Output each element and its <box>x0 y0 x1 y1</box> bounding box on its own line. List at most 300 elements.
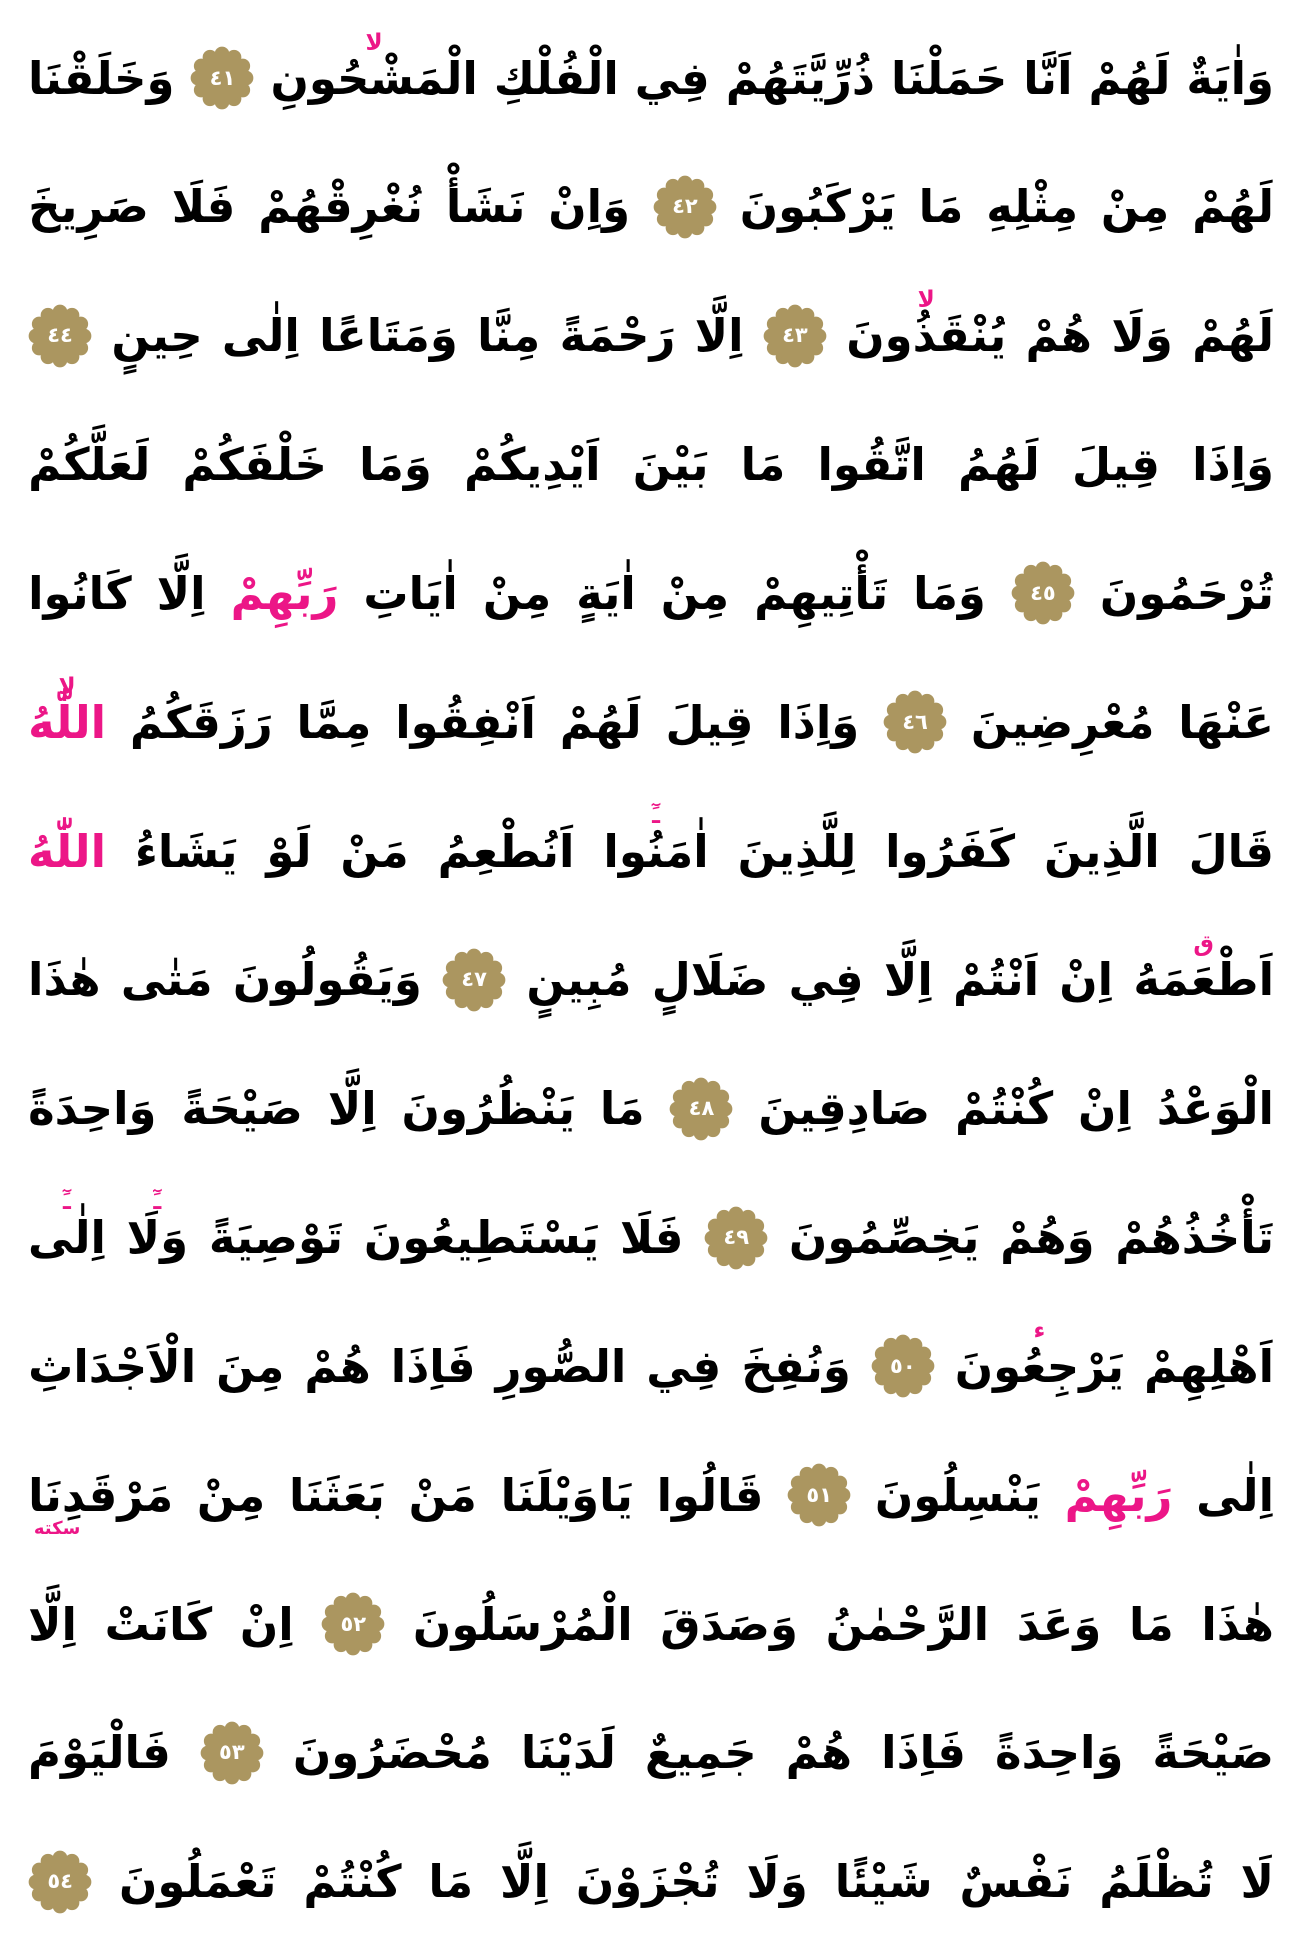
waqf-mark: سكته <box>33 1517 81 1539</box>
quran-word: اِلٰى <box>28 1211 106 1265</box>
quran-word-group <box>181 1082 303 1135</box>
verse-marker <box>704 1206 768 1270</box>
mushaf-line <box>28 918 1274 1042</box>
quran-word-group <box>657 1469 764 1522</box>
quran-word-group <box>826 1598 989 1651</box>
quran-word: رَحْمَةً <box>559 309 676 363</box>
quran-word-group <box>28 1189 106 1265</box>
quran-word: مُبِينٍ <box>526 953 632 1007</box>
mushaf-line <box>28 16 1274 140</box>
quran-word: يَشَاءُ <box>134 824 238 878</box>
quran-word: وَاِذَا <box>777 695 860 749</box>
quran-word-group <box>646 1340 721 1393</box>
quran-word-group <box>777 696 859 749</box>
quran-word-group <box>953 953 1039 1006</box>
waqf-mark: ـَٓ <box>153 1189 162 1216</box>
quran-word-group <box>1044 825 1160 878</box>
quran-word: لَعَلَّكُمْ <box>28 438 151 492</box>
quran-word: يَرْجِعُونَ <box>954 1339 1125 1393</box>
quran-word-group <box>995 1726 1123 1779</box>
quran-word: كُنْتُمْ <box>303 1855 402 1909</box>
waqf-mark: ـَٓ <box>652 802 660 829</box>
quran-word-group <box>446 180 526 233</box>
verse-marker <box>653 175 717 239</box>
quran-word-group <box>121 953 213 1006</box>
quran-word: مُحْضَرُونَ <box>292 1726 492 1780</box>
quran-word-group <box>1017 1598 1102 1651</box>
quran-word: مَا <box>599 1082 645 1136</box>
quran-word-group <box>1192 180 1274 233</box>
quran-word-group <box>645 1726 757 1779</box>
quran-word-group <box>1115 1211 1274 1264</box>
mushaf-line <box>28 1304 1274 1428</box>
quran-word: فَاِذَا <box>390 1339 476 1393</box>
quran-word: يَسْتَطِيعُونَ <box>363 1211 600 1265</box>
quran-word-group <box>28 1082 156 1135</box>
mushaf-line <box>28 1820 1274 1944</box>
quran-word: الْاَجْدَاثِ <box>28 1339 197 1393</box>
quran-word: اِلَّا <box>327 1082 377 1136</box>
quran-word: مِنْ <box>196 1468 266 1522</box>
quran-word-group <box>1072 438 1160 491</box>
quran-word: هُمْ <box>785 1726 853 1780</box>
quran-word-group <box>197 1469 265 1522</box>
quran-word: كَانُوا <box>28 566 132 620</box>
verse-marker <box>190 46 254 110</box>
quran-word-group <box>817 438 925 491</box>
quran-word: اَنُطْعِمُ <box>437 824 575 878</box>
quran-word: وَاٰيَةٌ <box>1186 51 1274 105</box>
quran-word: مَنْ <box>340 824 409 878</box>
waqf-mark: ق <box>1193 931 1214 958</box>
quran-word: اَنْتُمْ <box>953 953 1040 1007</box>
quran-word-group <box>1144 1340 1274 1393</box>
quran-word: صَيْحَةً <box>181 1082 303 1136</box>
quran-word-group <box>413 1598 633 1651</box>
quran-word-group <box>560 696 642 749</box>
quran-word-group <box>28 52 174 105</box>
quran-word: صَيْحَةً <box>1152 1726 1274 1780</box>
quran-word-group <box>1192 309 1274 362</box>
mushaf-line <box>28 145 1274 269</box>
quran-word: قِيلَ <box>665 695 754 749</box>
quran-word-group <box>738 825 857 878</box>
quran-word: اِنْ <box>239 1597 294 1651</box>
quran-word: كُنْتُمْ <box>954 1082 1054 1136</box>
quran-word-group <box>741 438 786 491</box>
quran-word: يَاوَيْلَنَا <box>500 1468 633 1522</box>
verse-number: ٥٣ <box>219 1740 245 1765</box>
quran-word: تَعْمَلُونَ <box>119 1855 277 1909</box>
quran-word-highlighted: رَبِّهِمْ <box>230 566 339 620</box>
quran-word: عَنْهَا <box>1178 695 1274 749</box>
quran-word: اِنْ <box>1059 953 1114 1007</box>
quran-word-group <box>28 1340 196 1393</box>
quran-word: مِنَ <box>216 1339 285 1393</box>
quran-word-group <box>28 825 106 878</box>
quran-word: اِلٰى <box>1196 1468 1274 1522</box>
quran-word: اَهْلِهِمْ <box>1144 1339 1274 1393</box>
quran-word: مُعْرِضِينَ <box>970 695 1155 749</box>
quran-word-group <box>258 180 423 233</box>
quran-word-group <box>954 1317 1125 1393</box>
mushaf-line <box>28 660 1274 784</box>
quran-word: هُمْ <box>1025 309 1093 363</box>
quran-word-group <box>576 1855 720 1908</box>
quran-word: وَهُمْ <box>1000 1211 1095 1265</box>
quran-word: اِلَّا <box>156 566 206 620</box>
quran-word-group <box>391 1340 476 1393</box>
quran-word: يَنْظُرُونَ <box>401 1082 576 1136</box>
quran-word: نُغْرِقْهُمْ <box>258 180 423 234</box>
quran-word-group <box>28 1468 174 1539</box>
quran-word-group <box>959 1855 1072 1908</box>
quran-word-group <box>28 673 107 749</box>
quran-word-group <box>885 825 1015 878</box>
waqf-mark: ـَٓ <box>63 1189 71 1216</box>
verse-number: ٤٨ <box>688 1096 715 1121</box>
verse-marker <box>200 1721 264 1785</box>
quran-word-group <box>1026 309 1093 362</box>
quran-word: شَيْئًا <box>834 1855 933 1909</box>
quran-word: فَالْيَوْمَ <box>28 1726 171 1780</box>
quran-word-group <box>402 1082 575 1135</box>
mushaf-line <box>28 789 1274 913</box>
quran-word: وَخَلَقْنَا <box>28 51 175 105</box>
quran-word-group <box>28 567 132 620</box>
quran-word-group <box>438 825 575 878</box>
quran-word-group <box>304 1340 371 1393</box>
verse-marker <box>28 304 92 368</box>
quran-word: قِيلَ <box>1071 438 1160 492</box>
quran-word: اَيْدِيكُمْ <box>463 438 601 492</box>
quran-word-group <box>526 953 631 1006</box>
quran-word: قَالُوا <box>656 1468 764 1522</box>
quran-word: اِلَّا <box>500 1855 549 1909</box>
quran-word-group <box>652 953 769 1006</box>
verse-marker <box>1011 561 1075 625</box>
quran-word: اِلٰى <box>221 309 300 363</box>
verse-marker <box>871 1334 935 1398</box>
quran-word: وَصَدَقَ <box>660 1597 798 1651</box>
quran-word: لَهُمْ <box>1192 309 1274 363</box>
quran-word-group <box>600 1082 645 1135</box>
quran-word-group <box>231 567 339 620</box>
quran-word: مِمَّا <box>296 695 372 749</box>
quran-word-group <box>209 1211 343 1264</box>
quran-word: اَطْعَمَهُ <box>1133 953 1274 1007</box>
quran-word: قَالَ <box>1188 824 1274 878</box>
quran-word: مِنْ <box>482 566 552 620</box>
quran-word: مَا <box>740 438 786 492</box>
quran-word: حِينٍ <box>111 309 203 363</box>
quran-word-group <box>971 696 1155 749</box>
quran-word: صَادِقِينَ <box>758 1082 931 1136</box>
quran-word: نَشَأْ <box>445 180 526 234</box>
quran-word-group <box>28 438 150 491</box>
verse-marker <box>787 1463 851 1527</box>
quran-word: تَأْتِيهِمْ <box>754 566 889 620</box>
quran-word-group <box>789 1211 979 1264</box>
quran-word: مِثْلِهِ <box>986 180 1079 234</box>
verse-number: ٤٧ <box>461 967 487 992</box>
quran-word: خَلْفَكُمْ <box>182 438 327 492</box>
quran-word-group <box>1099 1855 1213 1908</box>
quran-word-group <box>1133 931 1274 1007</box>
quran-word-group <box>483 567 551 620</box>
quran-word-group <box>157 567 206 620</box>
quran-word-group <box>319 309 458 362</box>
quran-word: مِنْ <box>1100 180 1170 234</box>
quran-word-group <box>695 309 744 362</box>
quran-word: اِلَّا <box>883 953 933 1007</box>
quran-word-group <box>1186 52 1274 105</box>
quran-word: نَفْسٌ <box>959 1855 1073 1909</box>
quran-word: اَنْفِقُوا <box>395 695 536 749</box>
quran-word: لَوْ <box>266 824 312 878</box>
quran-word: الرَّحْمٰنُ <box>825 1597 990 1651</box>
quran-word: حَمَلْنَا <box>891 51 1008 105</box>
quran-word-group <box>289 1469 385 1522</box>
quran-word-group <box>881 1726 966 1779</box>
quran-word: يُنْقَذُونَ <box>846 309 1007 363</box>
quran-word-group <box>340 825 408 878</box>
quran-word-group <box>1192 438 1274 491</box>
quran-word-group <box>222 309 300 362</box>
quran-word: مِنَّا <box>477 309 541 363</box>
verse-number: ٥٢ <box>340 1611 367 1636</box>
quran-word-group <box>328 1082 377 1135</box>
quran-word: لِلَّذِينَ <box>737 824 857 878</box>
verse-marker <box>442 948 506 1012</box>
quran-word-group <box>746 1855 807 1908</box>
quran-word-group <box>958 438 1040 491</box>
quran-word: الْمُرْسَلُونَ <box>412 1597 633 1651</box>
quran-word: وَاِنْ <box>548 180 631 234</box>
quran-word-group <box>359 438 432 491</box>
quran-word-group <box>409 1469 477 1522</box>
quran-word: وَمَا <box>359 438 432 492</box>
quran-word: تُرْحَمُونَ <box>1099 566 1274 620</box>
quran-word-group <box>875 1469 1041 1522</box>
quran-word: وَعَدَ <box>1016 1597 1102 1651</box>
quran-word-group <box>633 438 709 491</box>
quran-word: ذُرِّيَّتَهُمْ <box>725 51 876 105</box>
verse-number: ٤٤ <box>47 323 73 348</box>
quran-word-highlighted: اللّٰهُ <box>28 824 106 878</box>
verse-marker <box>321 1592 385 1656</box>
quran-word: الْوَعْدُ <box>1156 1082 1274 1136</box>
quran-word: اِلَّا <box>28 1597 77 1651</box>
quran-word-group <box>919 180 964 233</box>
quran-word-group <box>955 1082 1053 1135</box>
quran-word: هٰذَا <box>28 953 101 1007</box>
quran-word-group <box>576 567 636 620</box>
verse-number: ٤٩ <box>723 1225 750 1250</box>
quran-word-group <box>28 953 101 1006</box>
quran-word-group <box>395 696 536 749</box>
quran-word-group <box>1023 52 1072 105</box>
quran-word: وَلَا <box>126 1211 189 1265</box>
quran-word-group <box>111 309 202 362</box>
verse-number: ٤٦ <box>902 709 928 734</box>
quran-word-group <box>1100 567 1274 620</box>
mushaf-line <box>28 1176 1274 1300</box>
quran-word-group <box>1059 953 1113 1006</box>
verse-marker <box>763 304 827 368</box>
quran-word-group <box>603 802 709 878</box>
verse-number: ٤٣ <box>782 323 808 348</box>
quran-word: لَهُمُ <box>957 438 1040 492</box>
quran-word: صَرِيخَ <box>28 180 149 234</box>
quran-word-group <box>786 1726 853 1779</box>
quran-word-group <box>754 567 888 620</box>
quran-word-highlighted: اللّٰهُ <box>28 695 107 749</box>
quran-word: فَلَا <box>619 1211 684 1265</box>
quran-word: يَنْسِلُونَ <box>874 1468 1041 1522</box>
quran-word-group <box>548 180 630 233</box>
quran-word: ضَلَالٍ <box>651 953 769 1007</box>
quran-word-group <box>216 1340 284 1393</box>
quran-word: وَاحِدَةً <box>28 1082 157 1136</box>
quran-word-group <box>303 1855 401 1908</box>
quran-word: الْمَشْحُونِ <box>270 51 478 105</box>
quran-word: وَمَتَاعًا <box>319 309 458 363</box>
quran-word-group <box>1178 696 1274 749</box>
quran-word: لَهُمْ <box>559 695 642 749</box>
quran-word: اَنَّا <box>1023 51 1073 105</box>
quran-word: يَرْكَبُونَ <box>739 180 896 234</box>
verse-number: ٤٢ <box>672 194 698 219</box>
verse-marker <box>883 690 947 754</box>
quran-word: تُظْلَمُ <box>1099 1855 1214 1909</box>
mushaf-line <box>28 1047 1274 1171</box>
verse-number: ٥١ <box>806 1482 833 1507</box>
quran-word-group <box>726 52 875 105</box>
quran-word: فَاِذَا <box>881 1726 967 1780</box>
quran-word-group <box>494 52 619 105</box>
quran-word-group <box>635 52 710 105</box>
quran-word-group <box>1201 1598 1274 1651</box>
waqf-mark: لا <box>58 673 76 700</box>
quran-word: مَا <box>918 180 964 234</box>
waqf-mark: ء <box>1033 1317 1046 1344</box>
quran-word-group <box>240 1598 294 1651</box>
quran-word-group <box>293 1726 492 1779</box>
quran-word-group <box>891 52 1007 105</box>
mushaf-line <box>28 403 1274 527</box>
mushaf-line <box>28 1691 1274 1815</box>
quran-word: الَّذِينَ <box>1043 824 1160 878</box>
quran-word-group <box>1240 1855 1274 1908</box>
quran-word-group <box>1111 309 1172 362</box>
waqf-mark: لا <box>365 29 383 56</box>
quran-word: لَا <box>1240 1855 1274 1909</box>
quran-word-group <box>1157 1082 1274 1135</box>
quran-word: مَنْ <box>408 1468 477 1522</box>
verse-marker <box>669 1077 733 1141</box>
mushaf-lines <box>28 16 1274 1944</box>
quran-word: وَمَا <box>913 566 986 620</box>
quran-word-group <box>521 1726 616 1779</box>
quran-word: لَدَيْنَا <box>520 1726 616 1780</box>
quran-word: فَلَا <box>171 180 236 234</box>
quran-word-group <box>233 953 422 1006</box>
quran-word-group <box>1089 52 1171 105</box>
quran-word: هٰذَا <box>1201 1597 1274 1651</box>
verse-number: ٥٤ <box>47 1869 73 1894</box>
quran-word-group <box>620 1211 684 1264</box>
quran-word: بَيْنَ <box>632 438 709 492</box>
quran-word-group <box>500 1855 549 1908</box>
quran-word: رَزَقَكُمُ <box>129 695 273 749</box>
quran-word-group <box>660 1598 798 1651</box>
quran-word: اٰمَنُوا <box>603 824 709 878</box>
verse-number: ٤١ <box>209 65 236 90</box>
quran-word-group <box>105 1598 213 1651</box>
quran-word-group <box>560 309 676 362</box>
quran-word-group <box>364 1211 599 1264</box>
quran-word: مَا <box>428 1855 474 1909</box>
quran-word-group <box>835 1855 933 1908</box>
quran-word-group <box>172 180 236 233</box>
quran-word: تُجْزَوْنَ <box>575 1855 720 1909</box>
quran-word: فِي <box>646 1339 722 1393</box>
quran-word-group <box>28 180 149 233</box>
quran-word: فِي <box>788 953 864 1007</box>
quran-word-group <box>182 438 327 491</box>
quran-word: اِنْ <box>1078 1082 1132 1136</box>
quran-word: وَلَا <box>746 1855 808 1909</box>
quran-word-group <box>28 1598 77 1651</box>
quran-word: تَوْصِيَةً <box>208 1211 344 1265</box>
quran-word-group <box>884 953 933 1006</box>
quran-word: بَعَثَنَا <box>288 1468 385 1522</box>
mushaf-line <box>28 1562 1274 1686</box>
quran-word-group <box>758 1082 930 1135</box>
quran-word: الْفُلْكِ <box>493 51 619 105</box>
quran-word-group <box>119 1855 276 1908</box>
quran-word-group <box>135 825 238 878</box>
quran-word-group <box>1000 1211 1094 1264</box>
quran-word-group <box>846 287 1007 363</box>
quran-word: وَلَا <box>1111 309 1173 363</box>
quran-word: كَانَتْ <box>104 1597 213 1651</box>
waqf-mark: لا <box>917 287 935 314</box>
quran-word: لَهُمْ <box>1192 180 1274 234</box>
quran-word: وَاِذَا <box>1192 438 1274 492</box>
quran-word: يَخِصِّمُونَ <box>788 1211 980 1265</box>
verse-number: ٥٠ <box>890 1353 916 1378</box>
quran-word-group <box>270 29 478 105</box>
mushaf-line <box>28 274 1274 398</box>
quran-word: فِي <box>634 51 710 105</box>
quran-word-group <box>1189 825 1274 878</box>
quran-word-group <box>1196 1469 1274 1522</box>
quran-word: الصُّورِ <box>495 1339 627 1393</box>
quran-word-group <box>661 567 729 620</box>
quran-word-group <box>1078 1082 1132 1135</box>
quran-word: مَرْقَدِنَا <box>28 1468 174 1522</box>
quran-word-group <box>986 180 1078 233</box>
quran-word: هُمْ <box>304 1339 371 1393</box>
quran-word: كَفَرُوا <box>885 824 1016 878</box>
quran-word-highlighted: رَبِّهِمْ <box>1064 1468 1173 1522</box>
quran-word: جَمِيعٌ <box>644 1726 757 1780</box>
quran-word: اٰيَةٍ <box>576 566 636 620</box>
quran-word: اِلَّا <box>694 309 744 363</box>
quran-word-group <box>501 1469 633 1522</box>
